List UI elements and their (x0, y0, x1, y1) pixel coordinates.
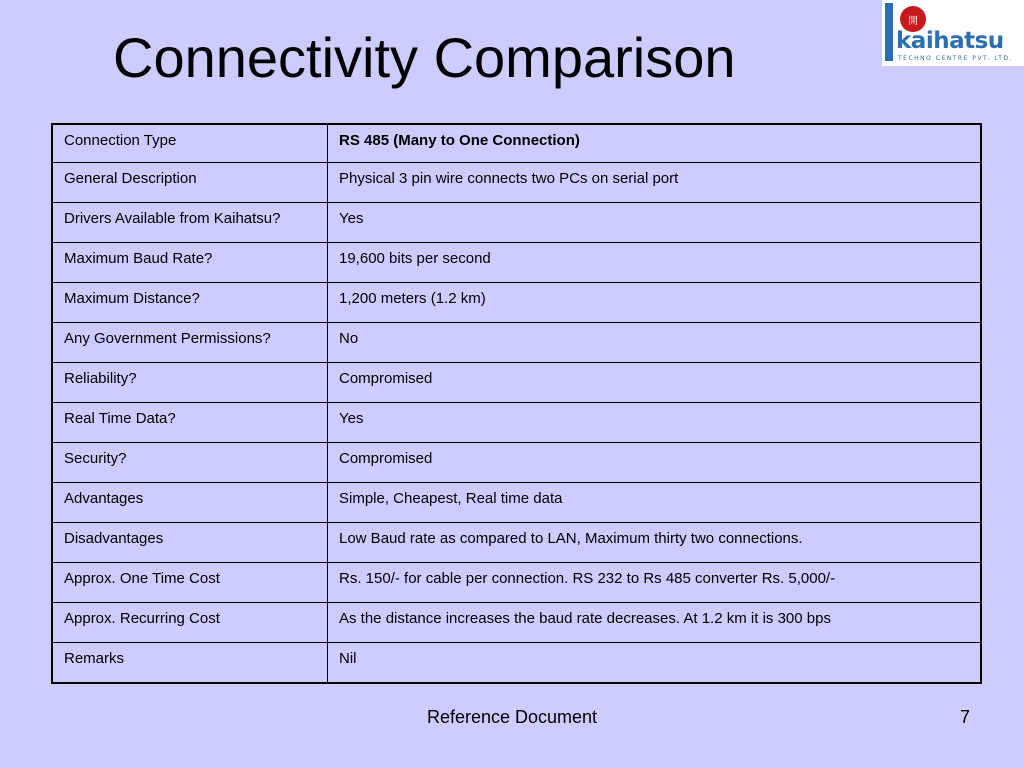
comparison-table (51, 123, 982, 684)
table-row (52, 643, 981, 683)
row-value: Rs. 150/- for cable per connection. RS 232 to Rs 485 converter Rs. 5,000/- (328, 563, 982, 603)
table-row (52, 523, 981, 563)
table-row (52, 563, 981, 603)
row-value: No (328, 322, 982, 362)
row-label: Any Government Permissions? (52, 322, 328, 362)
row-label: Approx. One Time Cost (52, 563, 328, 603)
logo-bar (885, 3, 893, 61)
row-value: RS 485 (Many to One Connection) (328, 124, 982, 162)
row-value: 1,200 meters (1.2 km) (328, 282, 982, 322)
row-label: Disadvantages (52, 523, 328, 563)
row-value: Yes (328, 402, 982, 442)
row-label: General Description (52, 162, 328, 202)
row-value: Compromised (328, 362, 982, 402)
table-row (52, 162, 981, 202)
row-value: Low Baud rate as compared to LAN, Maximum thirty two connections. (328, 523, 982, 563)
logo-tagline: TECHNO CENTRE PVT. LTD. (898, 55, 1013, 62)
logo-brand-text: kaihatsu (896, 28, 1004, 54)
row-label: Remarks (52, 643, 328, 683)
row-value: Simple, Cheapest, Real time data (328, 483, 982, 523)
logo-seal-icon: 開 (900, 6, 926, 32)
table-row (52, 402, 981, 442)
table-row (52, 282, 981, 322)
row-value: Nil (328, 643, 982, 683)
row-label: Security? (52, 443, 328, 483)
row-label: Connection Type (52, 124, 328, 162)
table-header-row (52, 124, 981, 162)
page-title: Connectivity Comparison (113, 26, 736, 89)
table-row (52, 362, 981, 402)
page-number: 7 (959, 707, 970, 727)
table-row (52, 603, 981, 643)
table-row (52, 483, 981, 523)
row-label: Approx. Recurring Cost (52, 603, 328, 643)
row-label: Drivers Available from Kaihatsu? (52, 202, 328, 242)
table-row (52, 322, 981, 362)
row-value: Yes (328, 202, 982, 242)
footer-text: Reference Document (426, 707, 598, 727)
table-row (52, 242, 981, 282)
table-row (52, 443, 981, 483)
row-label: Advantages (52, 483, 328, 523)
table-row (52, 202, 981, 242)
row-label: Maximum Distance? (52, 282, 328, 322)
row-label: Maximum Baud Rate? (52, 242, 328, 282)
company-logo (882, 0, 1024, 66)
row-label: Reliability? (52, 362, 328, 402)
row-value: Physical 3 pin wire connects two PCs on serial port (328, 162, 982, 202)
row-value: Compromised (328, 443, 982, 483)
row-label: Real Time Data? (52, 402, 328, 442)
row-value: As the distance increases the baud rate decreases. At 1.2 km it is 300 bps (328, 603, 982, 643)
row-value: 19,600 bits per second (328, 242, 982, 282)
